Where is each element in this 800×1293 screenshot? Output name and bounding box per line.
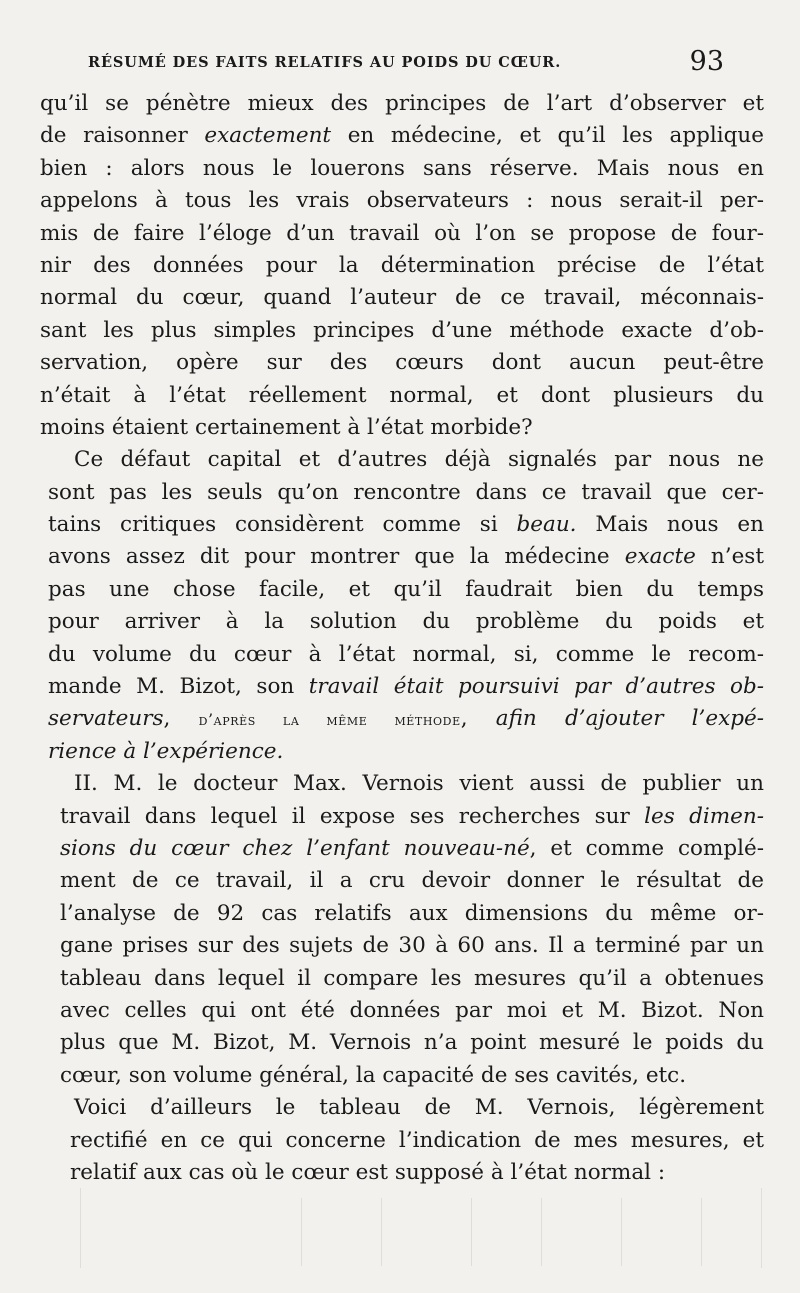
text-run: avec celles qui ont été données par moi et M. Bizot. Non [60, 997, 764, 1023]
page-number: 93 [689, 46, 724, 77]
text-line [40, 995, 764, 1027]
text-line [40, 380, 764, 412]
text-run: tableau dans lequel il compare les mesures qu’il a obtenues [60, 965, 764, 991]
text-line [40, 185, 764, 217]
text-line [40, 574, 764, 606]
text-run: plus que M. Bizot, M. Vernois n’a point mesuré le poids du [60, 1030, 764, 1056]
text-run: nir des données pour la détermination précise de l’état [40, 252, 764, 278]
body-text [40, 88, 764, 1189]
text-line [40, 671, 764, 703]
text-run: Voici d’ailleurs le tableau de M. Vernois, légèrement [74, 1095, 764, 1121]
text-line [40, 315, 764, 347]
text-line [40, 347, 764, 379]
text-line [40, 639, 764, 671]
text-run: n’est [695, 544, 764, 570]
text-run: moins étaient certainement à l’état morbide? [40, 414, 533, 440]
text-run: ment de ce travail, il a cru devoir donner le résultat de [60, 868, 764, 894]
text-line [40, 736, 764, 768]
italic-text: exactement [204, 123, 332, 149]
text-run: pas une chose facile, et qu’il faudrait bien du temps [48, 576, 764, 602]
text-run: Ce défaut capital et d’autres déjà signalés par nous ne [74, 447, 764, 473]
text-run: rectifié en ce qui concerne l’indication de mes mesures, et [70, 1127, 764, 1153]
text-line [40, 218, 764, 250]
text-run: l’analyse de 92 cas relatifs aux dimensions du même or- [60, 900, 764, 926]
text-line [40, 541, 764, 573]
text-run: sont pas les seuls qu’on rencontre dans ce travail que cer- [48, 479, 764, 505]
text-line [40, 1157, 764, 1189]
text-line [40, 833, 764, 865]
text-run: relatif aux cas où le cœur est supposé à l’état normal : [70, 1159, 666, 1185]
text-run: Mais nous en [576, 512, 764, 538]
text-run: appelons à tous les vrais observateurs : nous serait-il per- [40, 188, 764, 214]
text-line [40, 963, 764, 995]
text-run: du volume du cœur à l’état normal, si, comme le recom- [48, 641, 764, 667]
text-line [40, 412, 764, 444]
text-line [40, 1027, 764, 1059]
text-line [40, 250, 764, 282]
text-run: , [460, 706, 496, 732]
italic-text: afin d’ajouter l’expé- [495, 706, 764, 732]
running-title: RÉSUMÉ DES FAITS RELATIFS AU POIDS DU CŒUR. [88, 54, 562, 71]
italic-text: beau. [516, 512, 577, 538]
text-line [40, 768, 764, 800]
text-run: de raisonner [40, 123, 205, 149]
text-line [40, 865, 764, 897]
text-run: tains critiques considèrent comme si [48, 512, 517, 538]
text-run: II. M. le docteur Max. Vernois vient aussi de publier un [74, 771, 764, 797]
italic-text: rience à l’expérience. [48, 738, 284, 764]
text-line [40, 477, 764, 509]
text-line [40, 88, 764, 120]
text-run: cœur, son volume général, la capacité de ses cavités, etc. [60, 1062, 687, 1088]
text-run: servation, opère sur des cœurs dont aucun peut-être [40, 350, 764, 376]
text-line [40, 898, 764, 930]
text-line [40, 1060, 764, 1092]
text-run: , [163, 706, 199, 732]
text-line [40, 801, 764, 833]
text-run: qu’il se pénètre mieux des principes de l’art d’observer et [40, 91, 764, 116]
text-run: avons assez dit pour montrer que la médecine [48, 544, 625, 570]
text-run: bien : alors nous le louerons sans réserve. Mais nous en [40, 155, 764, 181]
text-run: , et comme complé- [529, 835, 764, 861]
running-header [88, 46, 748, 80]
text-run: n’était à l’état réellement normal, et dont plusieurs du [40, 382, 764, 408]
italic-text: exacte [624, 544, 696, 570]
text-line [40, 1125, 764, 1157]
small-caps-text: d’après la même méthode [198, 710, 461, 730]
text-run: normal du cœur, quand l’auteur de ce travail, méconnais- [40, 285, 764, 311]
text-run: en médecine, et qu’il les applique [331, 123, 764, 149]
text-run: travail dans lequel il expose ses recherches sur [60, 803, 645, 829]
italic-text: travail était poursuivi par d’autres ob- [308, 674, 764, 700]
text-run: sant les plus simples principes d’une méthode exacte d’ob- [40, 317, 764, 343]
text-line [40, 444, 764, 476]
text-line [40, 930, 764, 962]
show-through-table-lines [80, 1188, 762, 1268]
text-line [40, 282, 764, 314]
italic-text: sions du cœur chez l’enfant nouveau-né [60, 835, 530, 861]
text-line [40, 703, 764, 735]
text-line [40, 606, 764, 638]
text-line [40, 509, 764, 541]
italic-text: servateurs [48, 706, 164, 732]
text-run: mis de faire l’éloge d’un travail où l’on se propose de four- [40, 220, 764, 246]
text-run: gane prises sur des sujets de 30 à 60 ans. Il a terminé par un [60, 933, 764, 959]
text-run: pour arriver à la solution du problème du poids et [48, 609, 764, 635]
text-line [40, 153, 764, 185]
italic-text: les dimen- [644, 803, 764, 829]
text-line [40, 120, 764, 152]
text-line [40, 1092, 764, 1124]
text-run: mande M. Bizot, son [48, 674, 309, 700]
